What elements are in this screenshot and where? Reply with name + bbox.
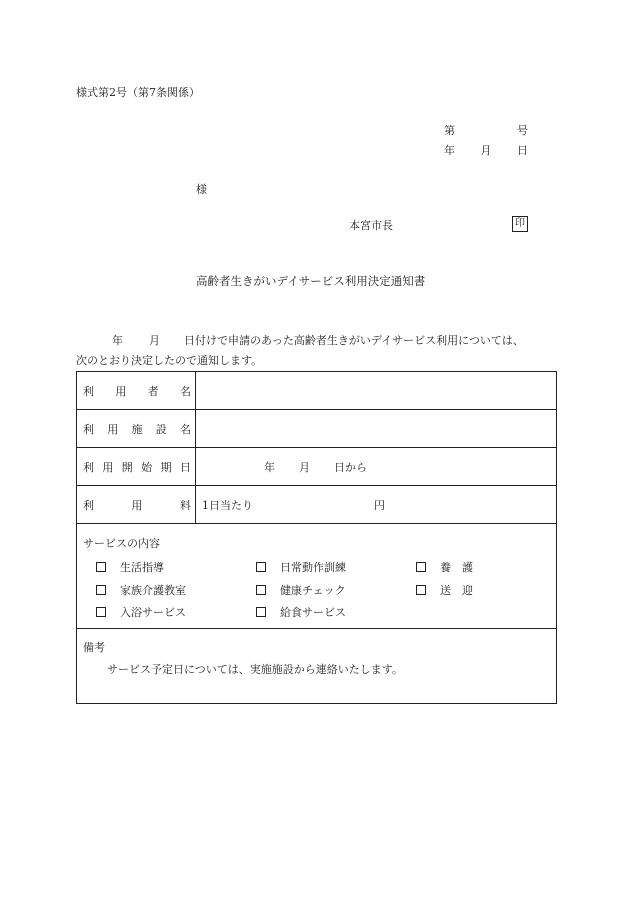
row-notes (77, 629, 557, 704)
checkbox-icon[interactable] (256, 562, 266, 572)
label-fee: 利 用 料 (77, 486, 196, 524)
decision-table (76, 371, 557, 704)
row-services (77, 524, 557, 629)
service-item: 家族介護教室 (96, 582, 186, 598)
addressee: 様 (196, 183, 207, 196)
notes-cell (77, 629, 557, 704)
services-cell (77, 524, 557, 629)
body-year: 年 (112, 334, 123, 347)
service-item: 健康チェック (256, 582, 346, 598)
form-number: 様式第2号（第7条関係） (76, 86, 200, 99)
checkbox-icon[interactable] (96, 607, 106, 617)
value-facility-name (196, 410, 557, 448)
value-start-date (196, 448, 557, 486)
service-item: 生活指導 (96, 559, 164, 575)
checkbox-icon[interactable] (256, 607, 266, 617)
value-fee (196, 486, 557, 524)
start-year: 年 (264, 460, 275, 474)
checkbox-icon[interactable] (96, 562, 106, 572)
date-day: 日 (517, 144, 528, 157)
notes-title: 備考 (83, 641, 105, 654)
row-user-name (77, 372, 557, 410)
document-title: 高齢者生きがいデイサービス利用決定通知書 (196, 274, 426, 288)
services-grid (77, 551, 556, 621)
service-item: 給食サービス (256, 604, 346, 620)
fee-per-day: 1日当たり (202, 498, 253, 512)
doc-number-dai: 第 (444, 124, 455, 137)
checkbox-icon[interactable] (416, 585, 426, 595)
value-user-name (196, 372, 557, 410)
doc-number-go: 号 (517, 124, 528, 137)
service-item: 送 迎 (416, 582, 473, 598)
body-line1: 日付けで申請のあった高齢者生きがいデイサービス利用については、 (184, 334, 524, 347)
row-facility-name (77, 410, 557, 448)
body-month: 月 (149, 334, 160, 347)
start-day: 日から (334, 460, 367, 474)
notes-text: サービス予定日については、実施施設から連絡いたします。 (107, 663, 403, 676)
body-line2: 次のとおり決定したので通知します。 (76, 354, 263, 367)
service-item: 日常動作訓練 (256, 559, 346, 575)
checkbox-icon[interactable] (416, 562, 426, 572)
date-month: 月 (480, 144, 492, 157)
label-facility-name: 利 用 施 設 名 (77, 410, 196, 448)
row-fee (77, 486, 557, 524)
document-number-block (444, 122, 528, 162)
service-item: 入浴サービス (96, 604, 186, 620)
label-start-date: 利 用 開 始 期 日 (77, 448, 196, 486)
body-text (76, 331, 556, 371)
fee-yen: 円 (374, 498, 385, 512)
date-year: 年 (444, 144, 455, 157)
service-item: 養 護 (416, 559, 473, 575)
seal-mark: 印 (512, 216, 528, 232)
label-user-name: 利 用 者 名 (77, 372, 196, 410)
checkbox-icon[interactable] (96, 585, 106, 595)
checkbox-icon[interactable] (256, 585, 266, 595)
issuer: 本宮市長 (349, 219, 393, 232)
start-month: 月 (299, 460, 310, 474)
services-title: サービスの内容 (83, 537, 160, 550)
row-start-date (77, 448, 557, 486)
